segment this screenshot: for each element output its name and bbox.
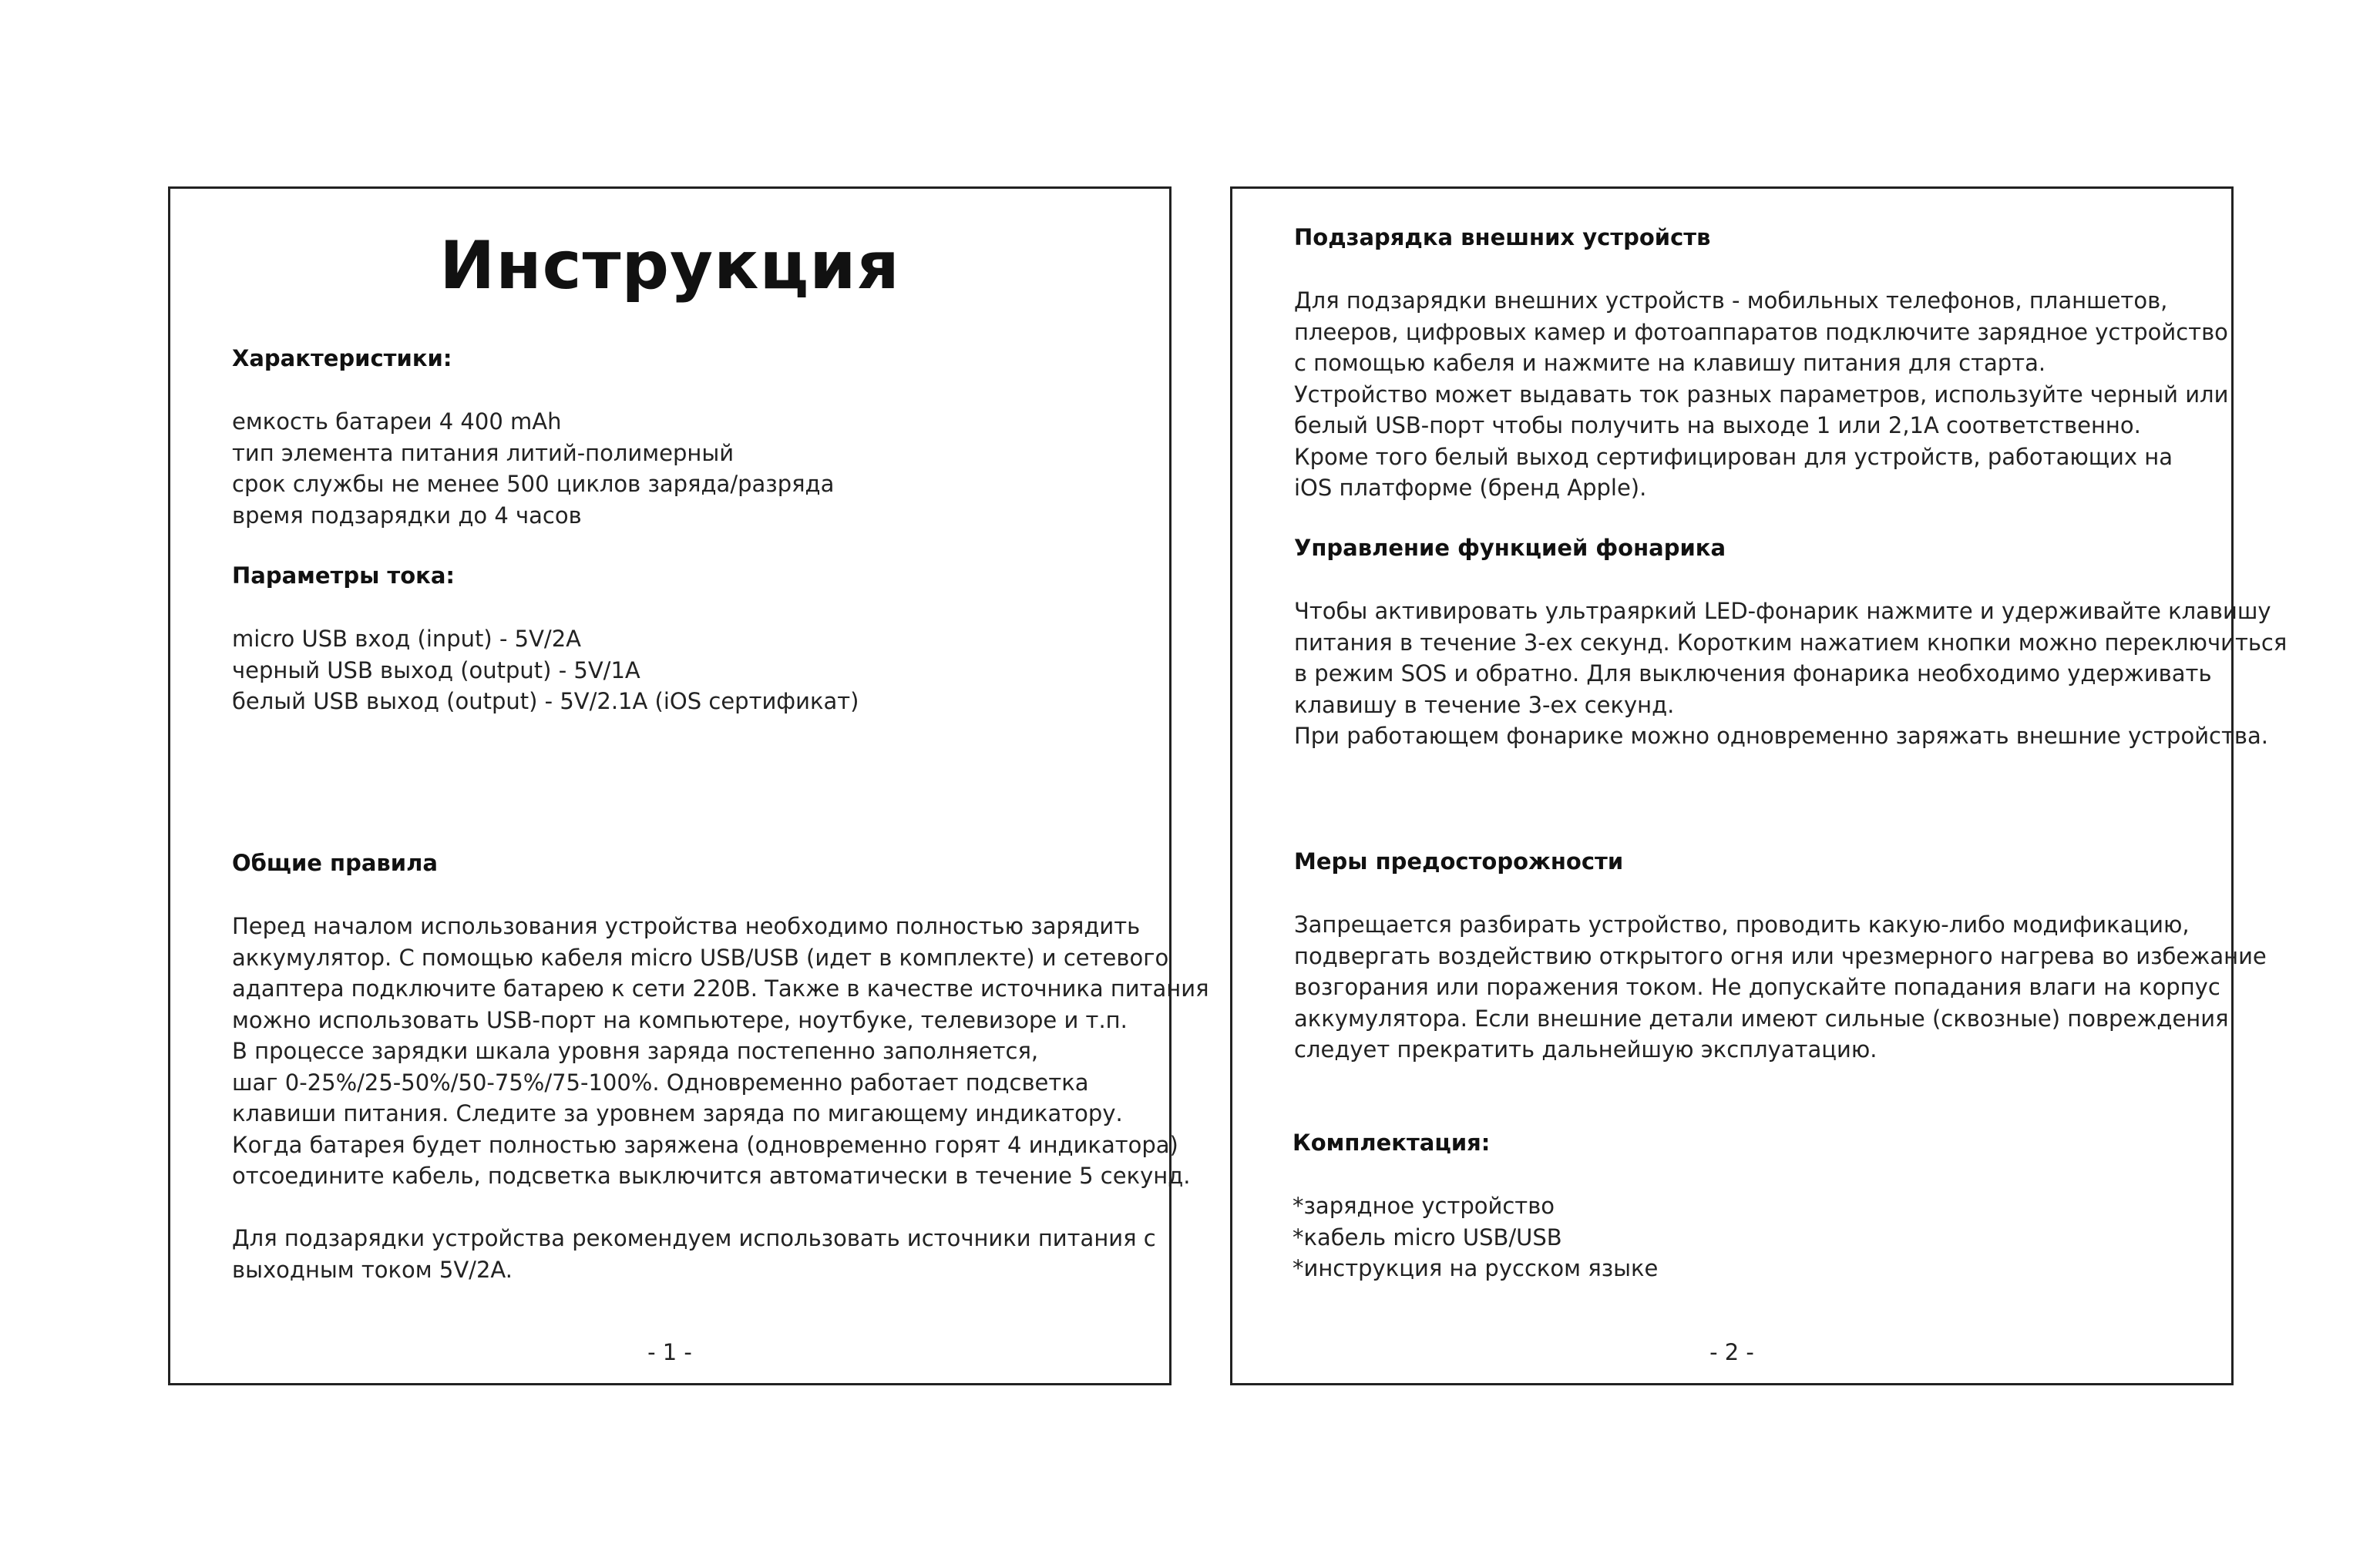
recommendation-line: выходным током 5V/2A. bbox=[232, 1256, 513, 1283]
flashlight-line: в режим SOS и обратно. Для выключения фонарика необходимо удерживать bbox=[1294, 660, 2212, 687]
general-rules-line: Перед началом использования устройства необходимо полностью зарядить bbox=[232, 913, 1141, 939]
instruction-page-1 bbox=[168, 186, 1209, 1385]
external-charging-line: Устройство может выдавать ток разных параметров, используйте черный или bbox=[1294, 381, 2229, 408]
general-rules-section bbox=[232, 848, 1209, 1285]
precautions-line: следует прекратить дальнейшую эксплуатацию. bbox=[1294, 1036, 1877, 1063]
external-charging-line: iOS платформе (бренд Apple). bbox=[1294, 475, 1647, 501]
page-number: - 1 - bbox=[647, 1339, 692, 1365]
general-rules-line: шаг 0-25%/25-50%/50-75%/75-100%. Одновременно работает подсветка bbox=[232, 1069, 1089, 1096]
flashlight-line: питания в течение 3-ех секунд. Коротким нажатием кнопки можно переключиться bbox=[1294, 629, 2288, 656]
external-charging-list bbox=[1294, 285, 2229, 504]
precautions-list bbox=[1294, 909, 2267, 1066]
characteristics-section bbox=[232, 343, 1138, 531]
characteristics-line: срок службы не менее 500 циклов заряда/разряда bbox=[232, 471, 835, 497]
characteristics-heading: Характеристики: bbox=[232, 345, 452, 371]
general-rules-list bbox=[232, 911, 1209, 1285]
general-rules-line: В процессе зарядки шкала уровня заряда постепенно заполняется, bbox=[232, 1038, 1039, 1064]
external-charging-line: Кроме того белый выход сертифицирован для устройств, работающих на bbox=[1294, 443, 2173, 470]
external-charging-line: с помощью кабеля и нажмите на клавишу питания для старта. bbox=[1294, 350, 2046, 376]
flashlight-section bbox=[1294, 532, 2288, 752]
external-charging-line: плееров, цифровых камер и фотоаппаратов подключите зарядное устройство bbox=[1294, 318, 2228, 345]
general-rules-heading: Общие правила bbox=[232, 850, 438, 876]
general-rules-line: отсоедините кабель, подсветка выключится автоматически в течение 5 секунд. bbox=[232, 1163, 1191, 1189]
characteristics-line: время подзарядки до 4 часов bbox=[232, 502, 582, 529]
instruction-page-2 bbox=[1230, 186, 2288, 1385]
recommendation-line: Для подзарядки устройства рекомендуем использовать источники питания с bbox=[232, 1225, 1156, 1251]
external-charging-heading: Подзарядка внешних устройств bbox=[1294, 224, 1711, 250]
precautions-line: аккумулятора. Если внешние детали имеют сильные (сквозные) повреждения bbox=[1294, 1005, 2229, 1032]
external-charging-line: белый USB-порт чтобы получить на выходе 1 или 2,1A соответственно. bbox=[1294, 412, 2141, 438]
precautions-line: Запрещается разбирать устройство, проводить какую-либо модификацию, bbox=[1294, 912, 2190, 938]
package-item: *зарядное устройство bbox=[1293, 1193, 1555, 1219]
characteristics-line: тип элемента питания литий-полимерный bbox=[232, 439, 735, 466]
package-item: *инструкция на русском языке bbox=[1293, 1255, 1659, 1281]
flashlight-line: клавишу в течение 3-ех секунд. bbox=[1294, 691, 1675, 718]
current-params-list bbox=[232, 623, 1138, 717]
current-params-line: micro USB вход (input) - 5V/2A bbox=[232, 626, 581, 652]
package-section bbox=[1293, 1127, 2200, 1284]
current-params-heading: Параметры тока: bbox=[232, 562, 455, 589]
general-rules-line: клавиши питания. Следите за уровнем заряда по мигающему индикатору. bbox=[232, 1100, 1123, 1126]
precautions-heading: Меры предосторожности bbox=[1294, 848, 1624, 875]
general-rules-line: аккумулятор. С помощью кабеля micro USB/USB (идет в комплекте) и сетевого bbox=[232, 944, 1169, 971]
flashlight-line: При работающем фонарике можно одновременно заряжать внешние устройства. bbox=[1294, 723, 2268, 749]
general-rules-line: адаптера подключите батарею к сети 220В. Также в качестве источника питания bbox=[232, 975, 1209, 1002]
flashlight-list bbox=[1294, 596, 2288, 752]
precautions-section bbox=[1294, 846, 2267, 1066]
current-params-section bbox=[232, 560, 1138, 717]
package-item: *кабель micro USB/USB bbox=[1293, 1224, 1562, 1251]
package-heading: Комплектация: bbox=[1293, 1130, 1491, 1156]
general-rules-line: можно использовать USB-порт на компьютере, ноутбуке, телевизоре и т.п. bbox=[232, 1006, 1128, 1033]
current-params-line: белый USB выход (output) - 5V/2.1A (iOS сертификат) bbox=[232, 688, 859, 714]
paragraph-gap bbox=[232, 1192, 1138, 1224]
precautions-line: подвергать воздействию открытого огня или чрезмерного нагрева во избежание bbox=[1294, 942, 2267, 969]
external-charging-section bbox=[1294, 222, 2229, 504]
external-charging-line: Для подзарядки внешних устройств - мобильных телефонов, планшетов, bbox=[1294, 287, 2168, 314]
package-list bbox=[1293, 1190, 2200, 1284]
precautions-line: возгорания или поражения током. Не допускайте попадания влаги на корпус bbox=[1294, 974, 2220, 1000]
flashlight-line: Чтобы активировать ультраяркий LED-фонарик нажмите и удерживайте клавишу bbox=[1294, 598, 2271, 624]
page-title: Инструкция bbox=[439, 227, 900, 304]
characteristics-list bbox=[232, 406, 1138, 531]
general-rules-line: Когда батарея будет полностью заряжена (одновременно горят 4 индикатора) bbox=[232, 1131, 1178, 1158]
current-params-line: черный USB выход (output) - 5V/1A bbox=[232, 656, 640, 683]
characteristics-line: емкость батареи 4 400 mAh bbox=[232, 408, 562, 435]
page-number: - 2 - bbox=[1709, 1339, 1754, 1365]
flashlight-heading: Управление функцией фонарика bbox=[1294, 535, 1726, 561]
